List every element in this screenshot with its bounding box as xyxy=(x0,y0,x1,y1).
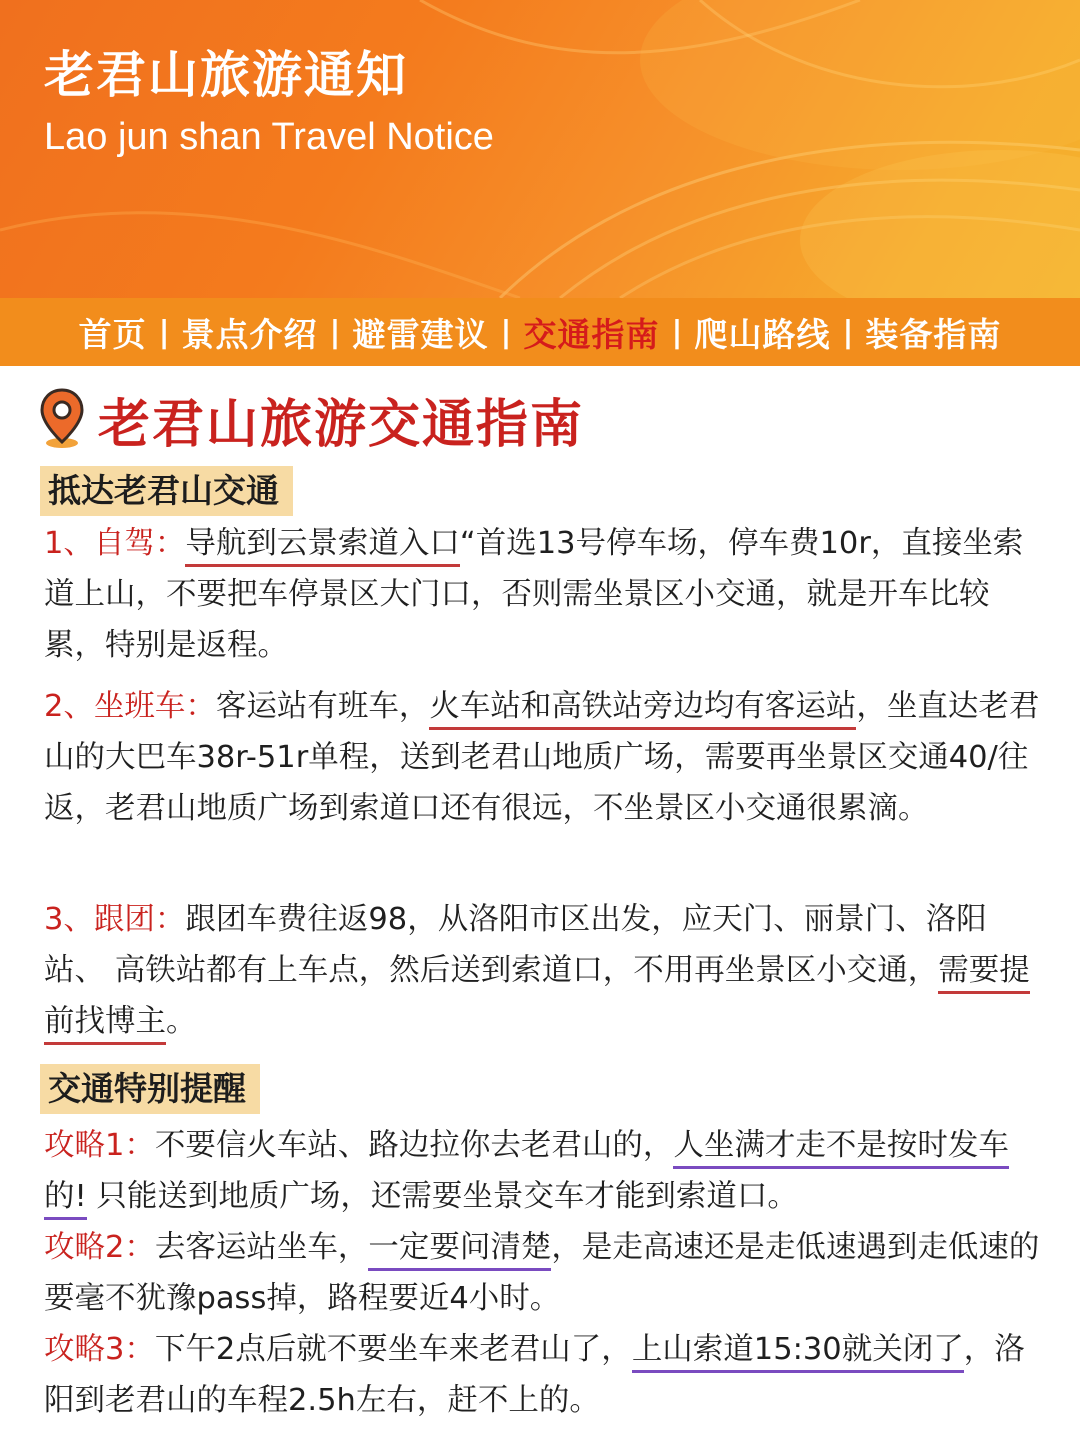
underlined-text: 需要提前找博主 xyxy=(44,953,1030,1045)
item-text: 去客运站坐车， xyxy=(154,1230,369,1265)
nav-separator: | xyxy=(329,314,341,350)
item-text: 只能送到地质广场，还需要坐景交车才能到索道口。 xyxy=(86,1179,798,1214)
nav-routes[interactable]: 爬山路线 xyxy=(694,314,831,354)
item-lead: 1、自驾： xyxy=(44,526,186,561)
item-text: 客运站有班车， xyxy=(215,689,430,724)
paragraph-self-drive xyxy=(44,518,1044,671)
underlined-text: 上山索道15:30就关闭了 xyxy=(632,1332,964,1373)
item-lead: 2、坐班车： xyxy=(44,689,216,724)
underlined-text: 一定要问清楚 xyxy=(368,1230,551,1271)
nav-separator: | xyxy=(158,314,170,350)
item-text: 下午2点后就不要坐车来老君山了， xyxy=(154,1332,632,1367)
paragraph-tip-1 xyxy=(44,1120,1044,1222)
header-subtitle: Lao jun shan Travel Notice xyxy=(44,116,494,158)
item-text: 跟团车费往返98，从洛阳市区出发，应天门、丽景门、洛阳站、 高铁站都有上车点，然后送到索道口，不用再坐景区小交通， xyxy=(44,902,987,988)
paragraph-tour-group xyxy=(44,894,1044,1047)
item-lead: 3、跟团： xyxy=(44,902,186,937)
page-title: 老君山旅游交通指南 xyxy=(98,394,585,455)
paragraph-tip-3 xyxy=(44,1324,1044,1426)
section-heading-reminders: 交通特别提醒 xyxy=(40,1064,260,1114)
paragraph-tip-2 xyxy=(44,1222,1044,1324)
section-heading-arrival: 抵达老君山交通 xyxy=(40,466,293,516)
underlined-text: 导航到云景索道入口 xyxy=(185,526,460,567)
paragraph-bus xyxy=(44,681,1044,834)
nav-separator: | xyxy=(500,314,512,350)
main-content xyxy=(0,366,1080,1440)
top-nav xyxy=(0,298,1080,366)
nav-transport[interactable]: 交通指南 xyxy=(523,314,660,354)
header-banner xyxy=(0,0,1080,298)
nav-separator: | xyxy=(842,314,854,350)
nav-gear[interactable]: 装备指南 xyxy=(865,314,1002,354)
item-text: 。 xyxy=(166,1004,197,1039)
page-title-row xyxy=(38,384,584,454)
nav-pitfalls[interactable]: 避雷建议 xyxy=(352,314,489,354)
underlined-text: 火车站和高铁站旁边均有客运站 xyxy=(429,689,856,730)
item-lead: 攻略3： xyxy=(44,1332,155,1367)
item-text: “首选13号停车场，停车费10r，直接坐索道上山，不要把车停景区大门口，否则需坐景区小交通，就是开车比较累，特别是返程。 xyxy=(44,526,1024,663)
nav-attractions[interactable]: 景点介绍 xyxy=(181,314,318,354)
item-text: ，坐直达老君山的大巴车38r-51r单程，送到老君山地质广场，需要再坐景区交通40/往返，老君山地质广场到索道口还有很远，不坐景区小交通很累滴。 xyxy=(44,689,1040,826)
item-lead: 攻略2： xyxy=(44,1230,155,1265)
item-text: ，是走高速还是走低速遇到走低速的要毫不犹豫pass掉，路程要近4小时。 xyxy=(44,1230,1040,1316)
header-title: 老君山旅游通知 xyxy=(44,46,408,104)
nav-home[interactable]: 首页 xyxy=(78,314,147,354)
item-text: 不要信火车站、路边拉你去老君山的， xyxy=(154,1128,674,1163)
location-pin-icon xyxy=(38,388,86,450)
underlined-text: 人坐满才走不是按时发车的! xyxy=(44,1128,1009,1220)
nav-separator: | xyxy=(671,314,683,350)
item-lead: 攻略1： xyxy=(44,1128,155,1163)
item-text: ，洛阳到老君山的车程2.5h左右，赶不上的。 xyxy=(44,1332,1025,1418)
